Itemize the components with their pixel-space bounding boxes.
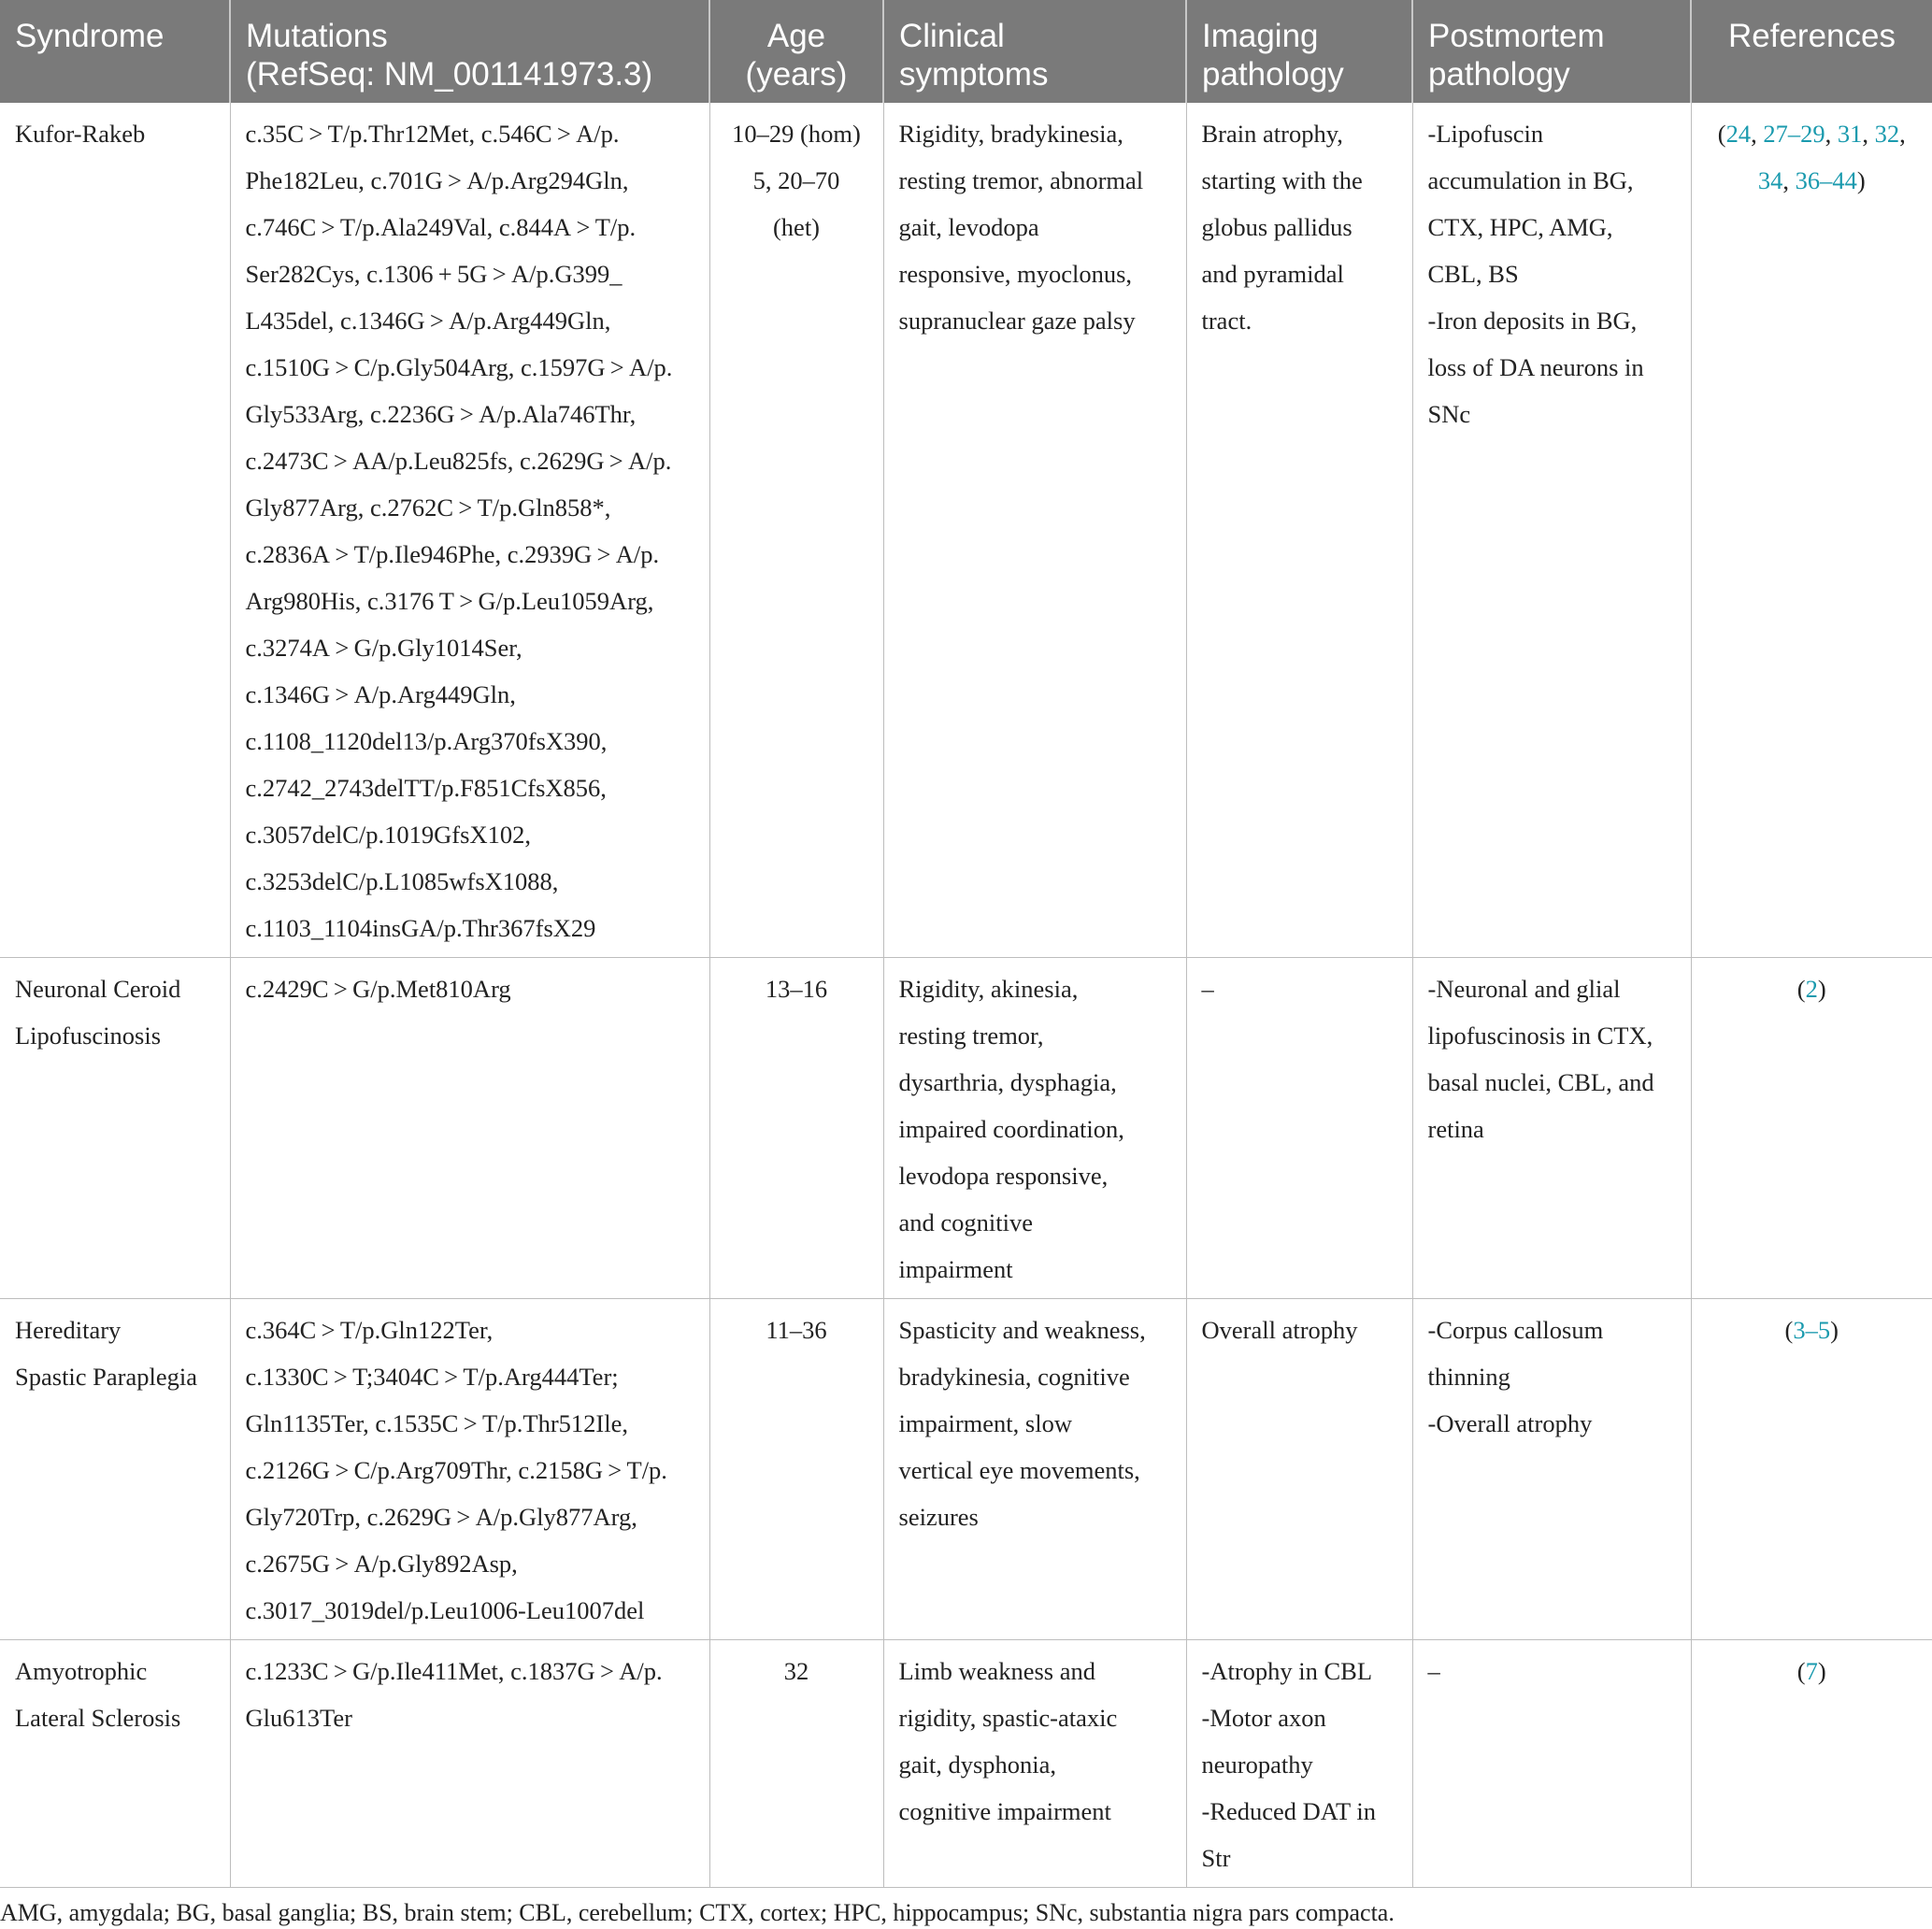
syndrome-line: Lipofuscinosis xyxy=(15,1022,162,1050)
imaging-line: neuropathy xyxy=(1201,1750,1313,1779)
mutations-line: c.3274A > G/p.Gly1014Ser, xyxy=(245,634,522,662)
clinical-line: gait, levodopa xyxy=(898,213,1039,241)
reference-punctuation: , xyxy=(1825,120,1838,148)
imaging-line: and pyramidal xyxy=(1201,260,1344,288)
clinical-line: bradykinesia, cognitive xyxy=(898,1363,1130,1391)
clinical-cell xyxy=(883,103,1186,958)
postmortem-line: -Iron deposits in BG, xyxy=(1427,307,1638,335)
postmortem-line: lipofuscinosis in CTX, xyxy=(1427,1022,1653,1050)
reference-punctuation: , xyxy=(1782,166,1796,194)
age-line: 13–16 xyxy=(765,975,828,1003)
reference-link[interactable]: 7 xyxy=(1805,1657,1818,1685)
references-line xyxy=(1707,110,1918,157)
reference-link[interactable]: 36–44 xyxy=(1795,166,1857,194)
postmortem-line: retina xyxy=(1427,1115,1484,1143)
table-row xyxy=(0,958,1932,1299)
reference-punctuation: , xyxy=(1751,120,1764,148)
imaging-line: Brain atrophy, xyxy=(1201,120,1343,148)
clinical-line: vertical eye movements, xyxy=(898,1456,1140,1484)
postmortem-line: CBL, BS xyxy=(1427,260,1519,288)
reference-link[interactable]: 31 xyxy=(1837,120,1863,148)
reference-punctuation: ) xyxy=(1856,166,1866,194)
postmortem-cell xyxy=(1412,1299,1691,1640)
clinical-line: gait, dysphonia, xyxy=(898,1750,1057,1779)
mutations-line: Gly877Arg, c.2762C > T/p.Gln858*, xyxy=(245,493,611,522)
table-header-row xyxy=(0,0,1932,103)
postmortem-cell xyxy=(1412,103,1691,958)
references-line xyxy=(1707,1307,1918,1353)
mutations-line: c.1103_1104insGA/p.Thr367fsX29 xyxy=(245,914,596,942)
clinical-line: impairment xyxy=(898,1255,1013,1283)
reference-punctuation: ) xyxy=(1817,1657,1826,1685)
mutations-line: c.1233C > G/p.Ile411Met, c.1837G > A/p. xyxy=(245,1657,663,1685)
clinical-line: rigidity, spastic-ataxic xyxy=(898,1704,1118,1732)
age-line: (het) xyxy=(772,213,821,241)
postmortem-cell xyxy=(1412,958,1691,1299)
reference-punctuation: ) xyxy=(1817,975,1826,1003)
reference-punctuation: ( xyxy=(1796,975,1806,1003)
clinical-line: supranuclear gaze palsy xyxy=(898,307,1136,335)
mutations-line: c.3253delC/p.L1085wfsX1088, xyxy=(245,867,559,895)
references-cell xyxy=(1691,1640,1932,1888)
age-cell xyxy=(709,1640,883,1888)
mutations-line: c.364C > T/p.Gln122Ter, xyxy=(245,1316,494,1344)
clinical-cell xyxy=(883,958,1186,1299)
syndrome-cell xyxy=(0,1299,230,1640)
imaging-line: tract. xyxy=(1201,307,1252,335)
reference-link[interactable]: 24 xyxy=(1725,120,1752,148)
imaging-cell xyxy=(1186,1640,1412,1888)
reference-link[interactable]: 3–5 xyxy=(1793,1316,1831,1344)
column-header-line: Postmortem xyxy=(1428,18,1605,54)
mutations-line: Ser282Cys, c.1306 + 5G > A/p.G399_ xyxy=(245,260,623,288)
mutations-line: Glu613Ter xyxy=(245,1704,352,1732)
clinical-cell xyxy=(883,1299,1186,1640)
column-header-line: Syndrome xyxy=(15,18,165,54)
age-line: 5, 20–70 xyxy=(752,166,840,194)
postmortem-line: basal nuclei, CBL, and xyxy=(1427,1068,1654,1096)
mutations-line: c.1346G > A/p.Arg449Gln, xyxy=(245,680,516,708)
mutations-line: c.2675G > A/p.Gly892Asp, xyxy=(245,1550,518,1578)
mutations-line: L435del, c.1346G > A/p.Arg449Gln, xyxy=(245,307,611,335)
imaging-line: starting with the xyxy=(1201,166,1363,194)
mutations-line: c.2429C > G/p.Met810Arg xyxy=(245,975,511,1003)
column-header-line: (RefSeq: NM_001141973.3) xyxy=(246,56,653,93)
clinical-line: Rigidity, bradykinesia, xyxy=(898,120,1123,148)
mutations-line: c.1330C > T;3404C > T/p.Arg444Ter; xyxy=(245,1363,619,1391)
reference-punctuation: , xyxy=(1862,120,1875,148)
references-line xyxy=(1707,1648,1918,1694)
postmortem-line: -Neuronal and glial xyxy=(1427,975,1621,1003)
imaging-line: – xyxy=(1201,975,1214,1003)
postmortem-line: -Lipofuscin xyxy=(1427,120,1544,148)
clinical-line: responsive, myoclonus, xyxy=(898,260,1133,288)
reference-link[interactable]: 27–29 xyxy=(1763,120,1825,148)
postmortem-line: CTX, HPC, AMG, xyxy=(1427,213,1613,241)
references-line xyxy=(1707,157,1918,204)
clinical-line: dysarthria, dysphagia, xyxy=(898,1068,1117,1096)
references-cell xyxy=(1691,958,1932,1299)
syndrome-line: Spastic Paraplegia xyxy=(15,1363,198,1391)
age-line: 11–36 xyxy=(766,1316,827,1344)
imaging-line: -Atrophy in CBL xyxy=(1201,1657,1373,1685)
syndrome-cell xyxy=(0,958,230,1299)
mutations-line: c.2742_2743delTT/p.F851CfsX856, xyxy=(245,774,607,802)
syndrome-line: Amyotrophic xyxy=(15,1657,148,1685)
mutations-line: c.2126G > C/p.Arg709Thr, c.2158G > T/p. xyxy=(245,1456,667,1484)
mutations-line: c.1510G > C/p.Gly504Arg, c.1597G > A/p. xyxy=(245,353,673,381)
mutations-line: Gly720Trp, c.2629G > A/p.Gly877Arg, xyxy=(245,1503,637,1531)
syndrome-line: Kufor-Rakeb xyxy=(15,120,146,148)
reference-punctuation: ( xyxy=(1784,1316,1794,1344)
column-header-line: Age xyxy=(766,18,826,54)
clinical-line: Rigidity, akinesia, xyxy=(898,975,1079,1003)
age-cell xyxy=(709,958,883,1299)
reference-link[interactable]: 32 xyxy=(1874,120,1900,148)
clinical-line: resting tremor, abnormal xyxy=(898,166,1144,194)
clinical-line: impaired coordination, xyxy=(898,1115,1124,1143)
mutations-line: c.35C > T/p.Thr12Met, c.546C > A/p. xyxy=(245,120,620,148)
syndrome-line: Hereditary xyxy=(15,1316,122,1344)
reference-punctuation: ( xyxy=(1717,120,1726,148)
imaging-line: globus pallidus xyxy=(1201,213,1352,241)
mutations-line: c.746C > T/p.Ala249Val, c.844A > T/p. xyxy=(245,213,637,241)
table-footnote: AMG, amygdala; BG, basal ganglia; BS, brain stem; CBL, cerebellum; CTX, cortex; HPC, hippocampus; SNc, substantia nigra pars compacta. xyxy=(0,1899,1395,1926)
references-line xyxy=(1707,965,1918,1012)
column-header-line: pathology xyxy=(1202,56,1344,93)
column-header-age xyxy=(709,0,883,103)
imaging-line: -Reduced DAT in xyxy=(1201,1797,1376,1825)
imaging-cell xyxy=(1186,958,1412,1299)
table-row xyxy=(0,1299,1932,1640)
column-header-imaging xyxy=(1186,0,1412,103)
table-body xyxy=(0,103,1932,1888)
mutations-line: Phe182Leu, c.701G > A/p.Arg294Gln, xyxy=(245,166,629,194)
reference-punctuation: ) xyxy=(1830,1316,1839,1344)
age-line: 32 xyxy=(783,1657,809,1685)
postmortem-cell xyxy=(1412,1640,1691,1888)
column-header-line: References xyxy=(1728,18,1896,54)
column-header-syndrome xyxy=(0,0,230,103)
clinical-line: impairment, slow xyxy=(898,1409,1072,1437)
mutations-line: c.3057delC/p.1019GfsX102, xyxy=(245,821,531,849)
mutations-line: c.2836A > T/p.Ile946Phe, c.2939G > A/p. xyxy=(245,540,660,568)
clinical-line: and cognitive xyxy=(898,1208,1033,1236)
imaging-line: Overall atrophy xyxy=(1201,1316,1358,1344)
postmortem-line: thinning xyxy=(1427,1363,1510,1391)
reference-punctuation: , xyxy=(1899,120,1906,148)
column-header-line: symptoms xyxy=(899,56,1049,93)
imaging-cell xyxy=(1186,103,1412,958)
reference-punctuation: ( xyxy=(1796,1657,1806,1685)
syndrome-cell xyxy=(0,1640,230,1888)
column-header-line: (years) xyxy=(745,56,848,93)
postmortem-line: SNc xyxy=(1427,400,1471,428)
postmortem-line: -Corpus callosum xyxy=(1427,1316,1604,1344)
mutations-line: c.1108_1120del13/p.Arg370fsX390, xyxy=(245,727,608,755)
mutations-line: c.2473C > AA/p.Leu825fs, c.2629G > A/p. xyxy=(245,447,672,475)
column-header-references xyxy=(1691,0,1932,103)
syndrome-line: Lateral Sclerosis xyxy=(15,1704,181,1732)
mutations-cell xyxy=(230,958,709,1299)
imaging-line: -Motor axon xyxy=(1201,1704,1326,1732)
clinical-line: resting tremor, xyxy=(898,1022,1044,1050)
references-cell xyxy=(1691,103,1932,958)
syndrome-line: Neuronal Ceroid xyxy=(15,975,181,1003)
reference-link[interactable]: 2 xyxy=(1805,975,1818,1003)
column-header-line: Mutations xyxy=(246,18,388,54)
references-cell xyxy=(1691,1299,1932,1640)
age-cell xyxy=(709,1299,883,1640)
postmortem-line: – xyxy=(1427,1657,1440,1685)
column-header-line: Imaging xyxy=(1202,18,1319,54)
imaging-line: Str xyxy=(1201,1844,1231,1872)
age-line: 10–29 (hom) xyxy=(732,120,861,148)
mutations-line: c.3017_3019del/p.Leu1006-Leu1007del xyxy=(245,1596,645,1624)
column-header-mutations xyxy=(230,0,709,103)
syndrome-cell xyxy=(0,103,230,958)
clinical-line: Spasticity and weakness, xyxy=(898,1316,1146,1344)
mutations-line: Arg980His, c.3176 T > G/p.Leu1059Arg, xyxy=(245,587,654,615)
column-header-line: Clinical xyxy=(899,18,1005,54)
mutations-cell xyxy=(230,103,709,958)
clinical-line: seizures xyxy=(898,1503,979,1531)
imaging-cell xyxy=(1186,1299,1412,1640)
mutations-cell xyxy=(230,1640,709,1888)
clinical-cell xyxy=(883,1640,1186,1888)
mutations-line: Gly533Arg, c.2236G > A/p.Ala746Thr, xyxy=(245,400,637,428)
reference-link[interactable]: 34 xyxy=(1757,166,1783,194)
table-row xyxy=(0,1640,1932,1888)
postmortem-line: loss of DA neurons in xyxy=(1427,353,1644,381)
column-header-clinical xyxy=(883,0,1186,103)
mutations-cell xyxy=(230,1299,709,1640)
clinical-line: Limb weakness and xyxy=(898,1657,1095,1685)
table-row xyxy=(0,103,1932,958)
mutations-line: Gln1135Ter, c.1535C > T/p.Thr512Ile, xyxy=(245,1409,629,1437)
postmortem-line: -Overall atrophy xyxy=(1427,1409,1593,1437)
clinical-line: levodopa responsive, xyxy=(898,1162,1109,1190)
column-header-line: pathology xyxy=(1428,56,1570,93)
clinical-line: cognitive impairment xyxy=(898,1797,1111,1825)
column-header-postmortem xyxy=(1412,0,1691,103)
age-cell xyxy=(709,103,883,958)
postmortem-line: accumulation in BG, xyxy=(1427,166,1634,194)
